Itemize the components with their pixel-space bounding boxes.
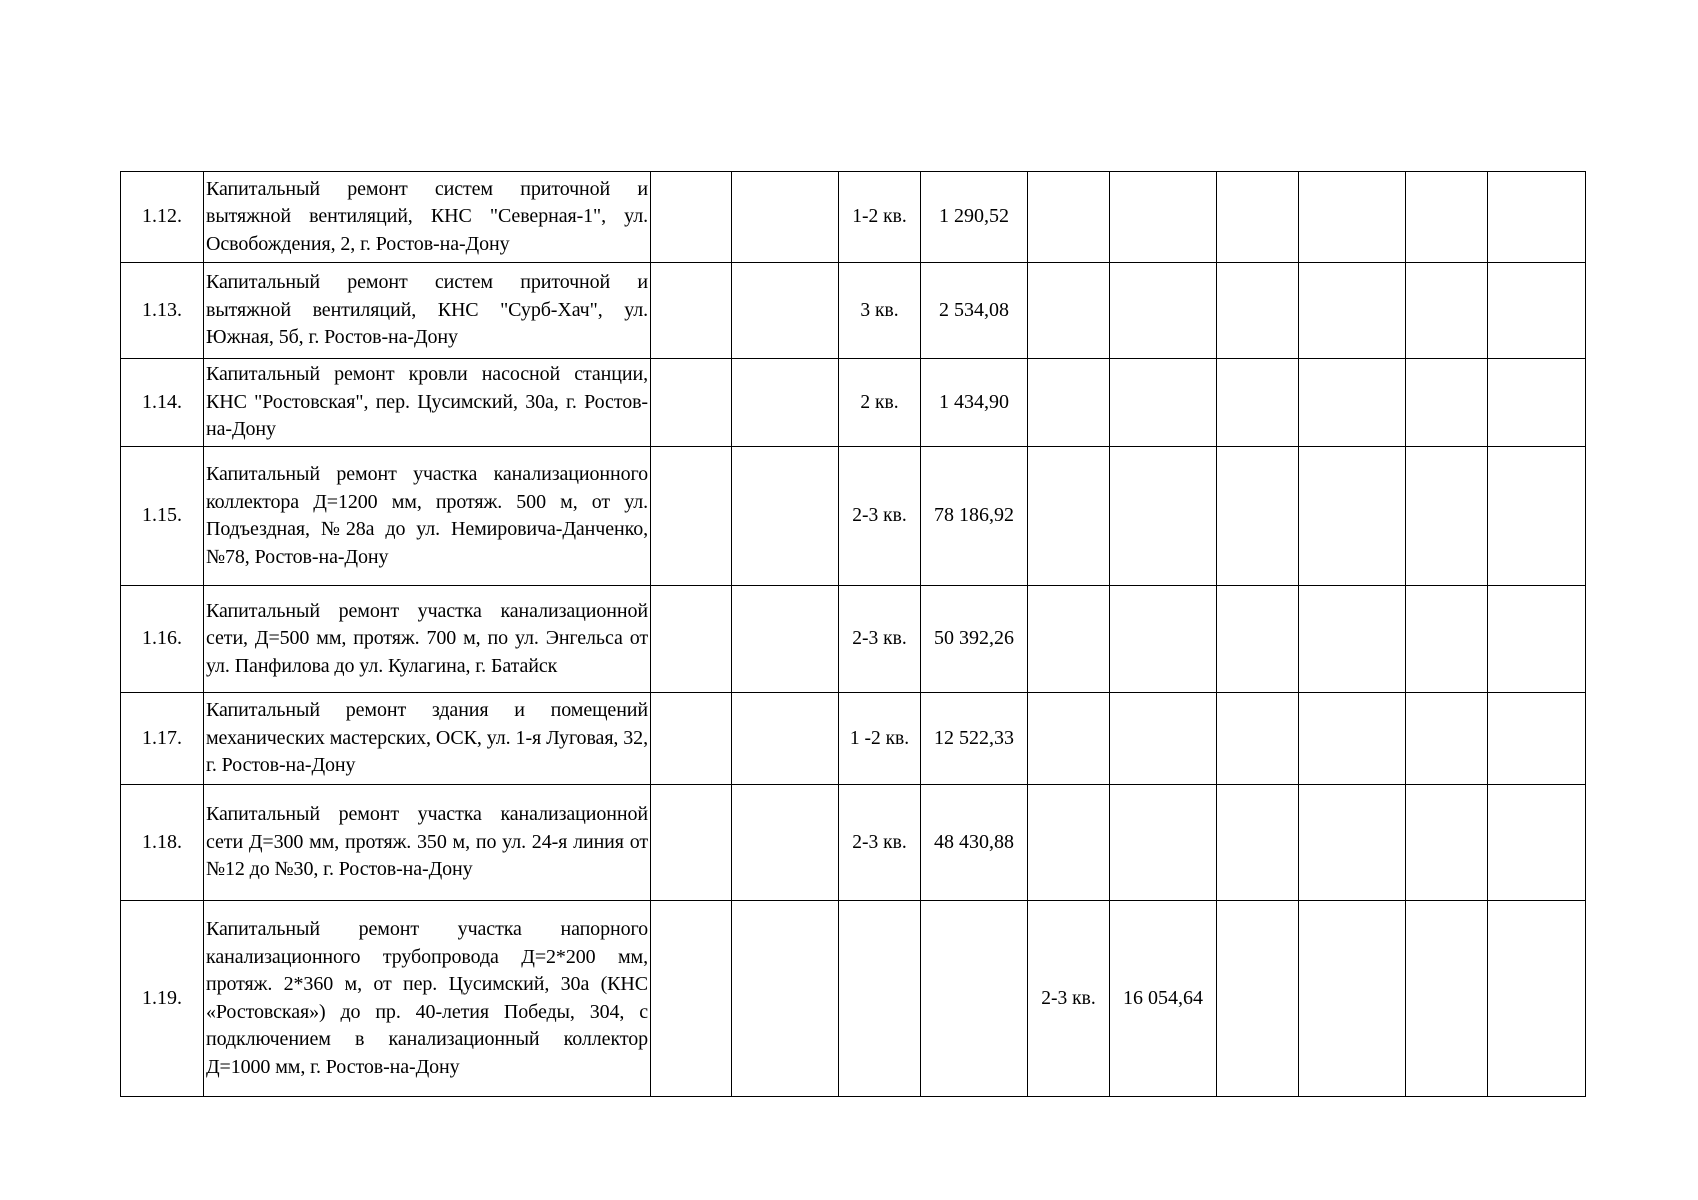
row-number: 1.13. [121,263,204,359]
empty-cell [732,172,839,263]
work-description: Капитальный ремонт участка напорного канализационного трубопровода Д=2*200 мм, протяж. 2*360 м, от пер. Цусимский, 30а (КНС «Ростовская») до пр. 40-летия Победы, 304, с подключением в канализационный коллектор Д=1000 мм, г. Ростов-на-Дону [204,901,651,1097]
empty-cell [1488,447,1586,586]
quarter-cell [1028,693,1110,785]
amount-cell: 2 534,08 [921,263,1028,359]
row-number: 1.17. [121,693,204,785]
works-table [120,171,1586,1097]
work-description: Капитальный ремонт кровли насосной станции, КНС "Ростовская", пер. Цусимский, 30а, г. Ростов-на-Дону [204,359,651,447]
empty-cell [651,263,732,359]
table-row [121,586,1586,693]
quarter-cell [1028,785,1110,901]
amount-cell [1110,586,1217,693]
empty-cell [1299,172,1406,263]
empty-cell [1406,901,1488,1097]
empty-cell [1299,586,1406,693]
empty-cell [732,263,839,359]
table-row [121,785,1586,901]
work-description: Капитальный ремонт участка канализационной сети Д=300 мм, протяж. 350 м, по ул. 24-я линия от №12 до №30, г. Ростов-на-Дону [204,785,651,901]
work-description: Капитальный ремонт участка канализационного коллектора Д=1200 мм, протяж. 500 м, от ул. Подъездная, №28а до ул. Немировича-Данченко, №78, Ростов-на-Дону [204,447,651,586]
amount-cell: 50 392,26 [921,586,1028,693]
quarter-cell [1028,172,1110,263]
amount-cell [1110,172,1217,263]
empty-cell [651,447,732,586]
amount-cell [1110,263,1217,359]
empty-cell [1488,586,1586,693]
table-row [121,359,1586,447]
empty-cell [1217,263,1299,359]
empty-cell [651,359,732,447]
empty-cell [1406,172,1488,263]
amount-cell: 1 290,52 [921,172,1028,263]
quarter-cell [1028,263,1110,359]
empty-cell [1217,447,1299,586]
quarter-cell: 2-3 кв. [839,785,921,901]
work-description: Капитальный ремонт систем приточной и вытяжной вентиляций, КНС "Северная-1", ул. Освобождения, 2, г. Ростов-на-Дону [204,172,651,263]
empty-cell [1488,785,1586,901]
amount-cell: 1 434,90 [921,359,1028,447]
quarter-cell: 2-3 кв. [1028,901,1110,1097]
quarter-cell [1028,586,1110,693]
empty-cell [651,785,732,901]
empty-cell [651,586,732,693]
empty-cell [1406,693,1488,785]
empty-cell [732,901,839,1097]
empty-cell [1217,785,1299,901]
quarter-cell: 2-3 кв. [839,586,921,693]
empty-cell [732,785,839,901]
amount-cell: 78 186,92 [921,447,1028,586]
empty-cell [732,586,839,693]
empty-cell [1488,901,1586,1097]
empty-cell [1488,172,1586,263]
empty-cell [1299,447,1406,586]
table-row [121,263,1586,359]
empty-cell [732,693,839,785]
table-row [121,901,1586,1097]
empty-cell [1406,785,1488,901]
table-row [121,172,1586,263]
empty-cell [1488,359,1586,447]
empty-cell [1406,359,1488,447]
quarter-cell: 1-2 кв. [839,172,921,263]
amount-cell: 12 522,33 [921,693,1028,785]
empty-cell [1488,693,1586,785]
amount-cell: 48 430,88 [921,785,1028,901]
row-number: 1.15. [121,447,204,586]
row-number: 1.18. [121,785,204,901]
empty-cell [1217,586,1299,693]
empty-cell [732,359,839,447]
row-number: 1.16. [121,586,204,693]
amount-cell [1110,447,1217,586]
empty-cell [1217,901,1299,1097]
quarter-cell: 2 кв. [839,359,921,447]
empty-cell [1406,586,1488,693]
empty-cell [1299,785,1406,901]
empty-cell [732,447,839,586]
work-description: Капитальный ремонт систем приточной и вытяжной вентиляций, КНС "Сурб-Хач", ул. Южная, 5б, г. Ростов-на-Дону [204,263,651,359]
quarter-cell: 3 кв. [839,263,921,359]
empty-cell [651,172,732,263]
work-description: Капитальный ремонт здания и помещений механических мастерских, ОСК, ул. 1-я Луговая, 32, г. Ростов-на-Дону [204,693,651,785]
empty-cell [651,693,732,785]
empty-cell [1299,359,1406,447]
empty-cell [1217,172,1299,263]
table-row [121,447,1586,586]
empty-cell [651,901,732,1097]
empty-cell [1406,263,1488,359]
amount-cell [1110,359,1217,447]
empty-cell [1217,693,1299,785]
amount-cell [1110,785,1217,901]
amount-cell [1110,693,1217,785]
quarter-cell [839,901,921,1097]
quarter-cell: 1 -2 кв. [839,693,921,785]
amount-cell: 16 054,64 [1110,901,1217,1097]
empty-cell [1299,263,1406,359]
work-description: Капитальный ремонт участка канализационной сети, Д=500 мм, протяж. 700 м, по ул. Энгельса от ул. Панфилова до ул. Кулагина, г. Батайск [204,586,651,693]
empty-cell [1488,263,1586,359]
empty-cell [1406,447,1488,586]
row-number: 1.19. [121,901,204,1097]
row-number: 1.14. [121,359,204,447]
quarter-cell [1028,359,1110,447]
quarter-cell: 2-3 кв. [839,447,921,586]
empty-cell [1299,693,1406,785]
amount-cell [921,901,1028,1097]
empty-cell [1217,359,1299,447]
empty-cell [1299,901,1406,1097]
quarter-cell [1028,447,1110,586]
table-row [121,693,1586,785]
row-number: 1.12. [121,172,204,263]
